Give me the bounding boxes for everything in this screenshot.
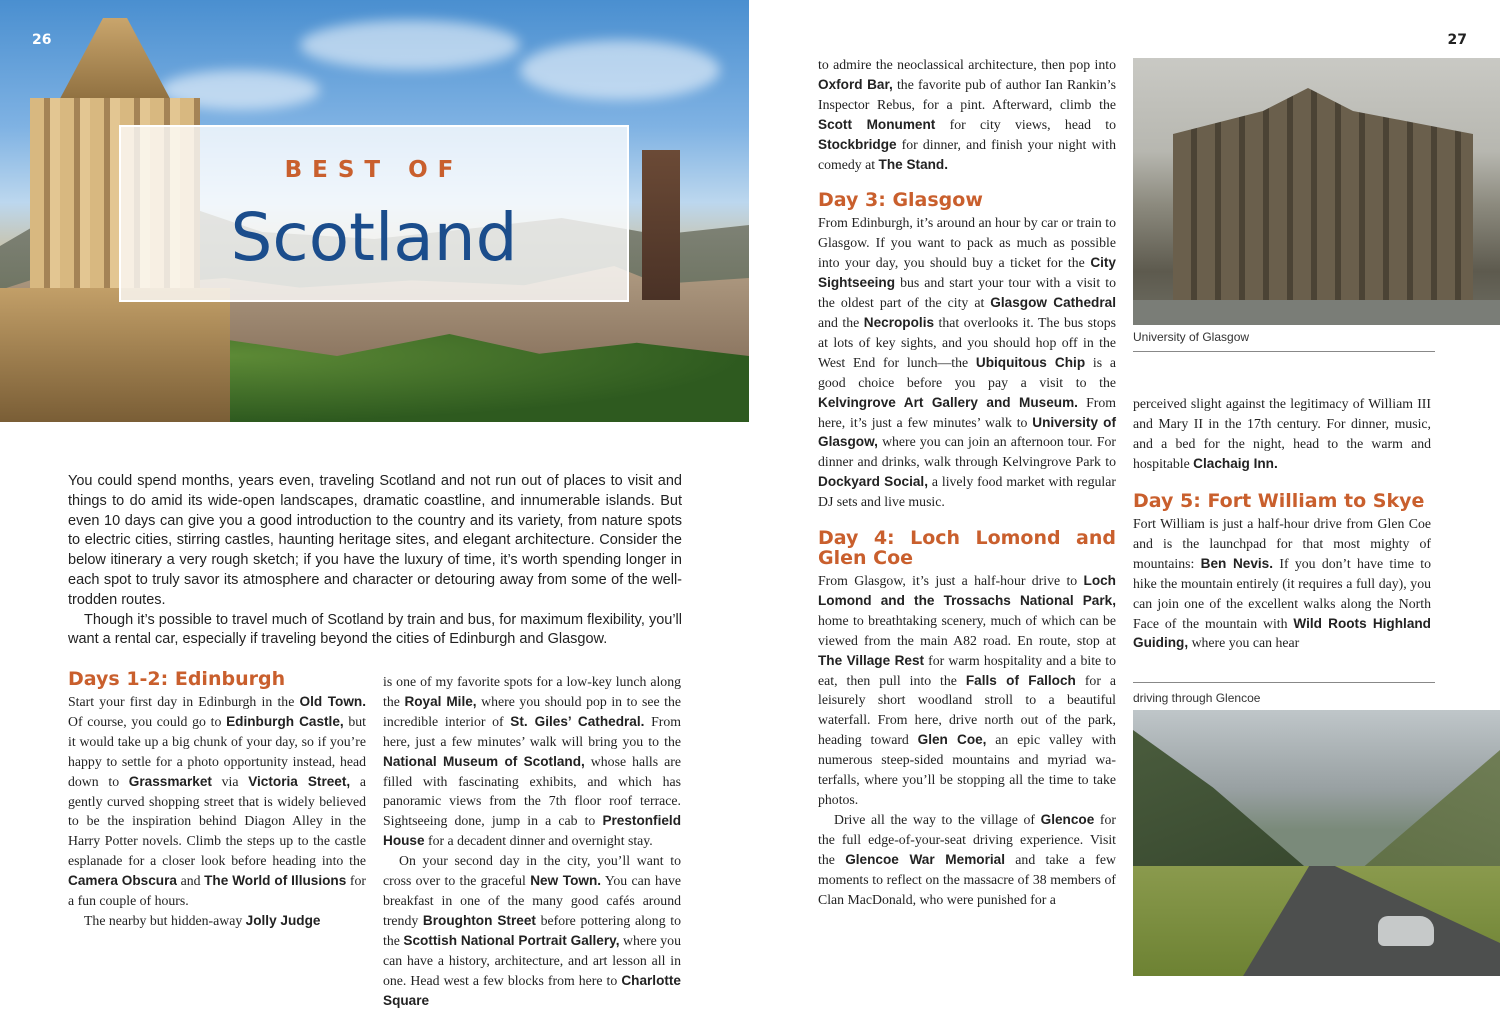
section-heading-day-5: Day 5: Fort William to Skye <box>1133 490 1425 512</box>
paragraph-continued: to admire the neoclassical architecture, then pop into Oxford Bar, the favorite pub of author Ian Rankin’s Inspector Rebus, for a pint. Afterward, climb the Scott Monument for city views, head to Stockbridge for dinner, and finish your night with comedy at The Stand. <box>818 57 1116 172</box>
page-number-left: 26 <box>32 32 52 48</box>
divider <box>1133 682 1435 683</box>
intro-paragraph-1: You could spend months, years even, traveling Scotland and not run out of places to visit and things to do amid its wide-open landscapes, dramatic coastline, and innumerable islands. But even 10 days can give you a good introduction to the country and its variety, from nature spots to electric cities, stirring castles, haunting heritage sites, and elegant architecture. Consider the below itinerary a very rough sketch; if you have the luxury of time, it’s worth spending longer in each spot to truly savor its atmosphere and character or detouring away from some of the well-trodden routes. <box>68 473 682 608</box>
university-of-glasgow-photo <box>1133 58 1500 325</box>
paragraph: Drive all the way to the village of Glencoe for the full edge-of-your-seat driving experience. Visit the Glencoe War Memorial and take a few moments to reflect on the massacre of 38 members of Clan MacDonald, who were punished for a <box>818 811 1116 907</box>
paragraph-continued: is one of my favorite spots for a low-key lunch along the Royal Mile, where you should pop in to see the incredible interior of St. Giles’ Cathedral. From here, just a few minutes’ walk will bring you to the National Museum of Scotland, whose halls are filled with fascinating exhibits, and which has panoramic views from the 7th floor roof terrace. Sightseeing done, jump in a cab to Prestonfield House for a decadent dinner and overnight stay. <box>383 674 681 849</box>
paragraph: Fort William is just a half-hour drive from Glen Coe and is the launchpad for that most mighty of mountains: Ben Nevis. If you don’t have time to hike the mountain entirely (it requires a full day), you can join one of the excellent walks along the North Face of the mountain with Wild Roots Highland Guiding, where you can hear <box>1133 516 1431 651</box>
section-heading-day-3: Day 3: Glasgow <box>818 189 983 212</box>
page-title: Scotland <box>230 199 518 276</box>
photo-caption: driving through Glencoe <box>1133 691 1261 705</box>
paragraph-continued: perceived slight against the legitimacy of William III and Mary II in the 17th century. For dinner, music, and a bed for the night, head to the warm and hospitable Clachaig Inn. <box>1133 396 1431 471</box>
column-3 <box>818 55 1116 909</box>
photo-caption: University of Glasgow <box>1133 330 1250 344</box>
edinburgh-hero-photo <box>0 0 749 422</box>
section-heading-day-4: Day 4: Loch Lomond and Glen Coe <box>818 527 1116 570</box>
intro-paragraph-2: Though it’s possible to travel much of Scotland by train and bus, for maximum flexibility, you’ll want a rental car, especially if traveling beyond the cities of Edinburgh and Glasgow. <box>68 611 682 648</box>
glencoe-photo <box>1133 710 1500 976</box>
right-page <box>750 0 1500 1023</box>
paragraph: From Edinburgh, it’s around an hour by car or train to Glasgow. If you want to pack as much as possible into your day, you should buy a ticket for the City Sightseeing bus and start your tour with a visit to the oldest part of the city at Glasgow Cathedral and the Necropolis that overlooks it. The bus stops at lots of key sights, and you should hop off in the West End for lunch—the Ubiquitous Chip is a good choice before you pay a visit to the Kelvingrove Art Gallery and Museum. From here, it’s just a few minutes’ walk to University of Glasgow, where you can join an afternoon tour. For dinner and drinks, walk through Kelvingrove Park to Dockyard Social, a lively food market with regular DJ sets and live music. <box>818 215 1117 510</box>
paragraph: From Glasgow, it’s just a half-hour drive to Loch Lomond and the Trossachs National Park, home to breathtaking scenery, much of which can be viewed from the main A82 road. En route, stop at The Village Rest for warm hospitality and a bite to eat, then pull into the Falls of Falloch for a leisurely short woodland stroll to a beautiful waterfall. From here, drive north out of the park, heading toward Glen Coe, an epic valley with numerous steep-sided mountains and myriad waterfalls, where you’ll be stopping all the time to take photos. <box>818 573 1116 807</box>
title-box <box>119 125 629 302</box>
title-kicker: BEST OF <box>284 157 464 183</box>
paragraph: The nearby but hidden-away Jolly Judge <box>84 912 321 928</box>
paragraph: On your second day in the city, you’ll want to cross over to the graceful New Town. You can have breakfast in one of the many good cafés around trendy Broughton Street before pottering along to the Scottish National Portrait Gallery, where you can have a history, architecture, and art lesson all in one. Head west a few blocks from here to Charlotte Square <box>383 853 682 1008</box>
section-heading-days-1-2: Days 1-2: Edinburgh <box>68 668 286 690</box>
column-4 <box>1133 394 1431 474</box>
paragraph: Start your first day in Edinburgh in the Old Town. Of course, you could go to Edinburgh Castle, but it would take up a big chunk of your day, so if you’re happy to settle for a photo opportunity instead, head down to Grassmarket via Victoria Street, a gently curved shopping street that is widely believed to be the inspiration behind Diagon Alley in the Harry Potter novels. Climb the steps up to the castle esplanade for a closer look before heading into the Camera Obscura and The World of Illusions for a fun couple of hours. <box>68 694 366 909</box>
divider <box>1133 351 1435 352</box>
page-number-right: 27 <box>1447 32 1467 48</box>
column-1 <box>68 669 366 931</box>
intro-text <box>68 472 682 650</box>
